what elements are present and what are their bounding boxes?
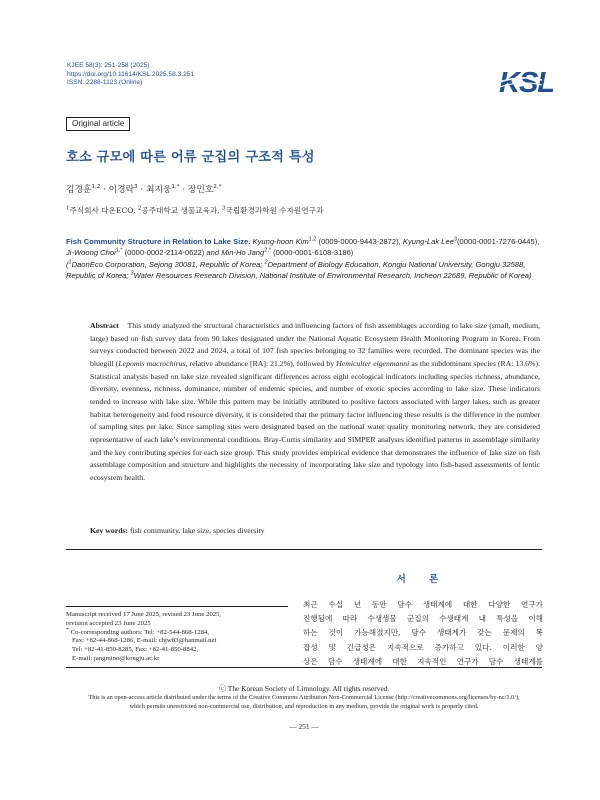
logo-text: KSL	[499, 67, 554, 99]
copyright: ⓒ The Korean Society of Limnology. All rights reserved.	[218, 684, 390, 693]
author-name: 장민호	[187, 185, 214, 195]
english-title: Fish Community Structure in Relation to Lake Size.	[66, 237, 251, 246]
english-affiliations: ($^1$DaonEco Corporation, Sejong 30081, Republic of Korea; $^2$Department of Biology Education, Kongju National University, Gongju 32588, Republic of Korea; $^3$Water Resources Research Division, National Institute of Environmental Research, Incheon 22689, Republic of Korea)	[66, 259, 532, 281]
section-heading: 서 론	[396, 574, 449, 585]
english-title-authors: Fish Community Structure in Relation to Lake Size. Kyung-hoon Kim$^{1,2}$ (0009-0000-9443-2872), Kyung-Lak Lee$^3$(0000-0001-7276-0445), Ji-Woong Choi$^{1,*}$ (0000-0002-2114-0622) and Min-Ho Jang$^{2,*}$ (0000-0001-6108-3186) ($^1$DaonEco Corporation, Sejong 30081, Republic of Korea; $^2$Department of Biology Education, Kongju National University, Gongju 32588, Republic of Korea; $^3$Water Resources Research Division, National Institute of Environmental Research, Incheon 22689, Republic of Korea)	[66, 236, 540, 281]
author-name: 최지웅	[146, 185, 172, 195]
korean-title: 호소 규모에 따른 어류 군집의 구조적 특성	[66, 150, 315, 165]
journal-citation: KJEE 58(3): 251-258 (2025)	[67, 62, 150, 69]
author-name: 이경락	[108, 185, 135, 195]
keywords-label: Key words:	[90, 526, 129, 535]
footnote-divider	[66, 606, 288, 607]
abstract: Abstract This study analyzed the structural characteristics and influencing factors of fish assemblages according to lake size (small, medium, large) based on fish survey data from 90 lakes designated under the National Aquatic Ecosystem Health Monitoring Program in Korea. From surveys conducted between 2022 and 2024, a total of 107 fish species belonging to 32 families were recorded. The dominant species was the bluegill (Lepomis macrochirus, relative abundance [RA]: 21.2%), followed by Hemiculter eigenmanni as the subdominant species (RA: 13.6%). Statistical analysis based on lake size revealed significant differences across eight ecological indicators including species richness, abundance, diversity, evenness, richness, dominance, number of endemic species, and number of exotic species according to lake size. These indicators tended to increase with lake size. While this pattern may be initially attributed to positive factors associated with larger lakes, such as greater habitat heterogeneity and food resource diversity, it is considered that the primary factor influencing these results is the difference in the number of sampling sites per lake. Since sampling sites were designated based on the national water quality monitoring network, they are considered representative of each lake’s environmental conditions. Bray-Curtis similarity and SIMPER analyses identified patterns in assemblage similarity and the key contributing species for each size group. This study provides empirical evidence that demonstrates the influence of lake size on fish assemblage composition and structure and highlights the necessity of incorporating lake size and typology into fish-based assessments of lentic ecosystem health.	[90, 321, 541, 482]
introduction-text: 최근 수십 년 동안 담수 생태계에 대한 다양한 연구가 진행됨에 따라 수생생물 군집의 수생태계 내 특성을 이해 하는 것이 가능해졌지만, 담수 생태계가 갖는 문제의 복 잡성 및 긴급성은 지속적으로 증가하고 있다. 이러한 양 상은 담수 생태계에 대한 지속적인 연구가 담수 생태계를	[303, 600, 543, 666]
article-type-badge: Original article	[66, 117, 130, 131]
manuscript-info: Manuscript received 17 June 2025, revised 23 June 2025, revision accepted 23 June 2025 * Co-corresponding authors: Tel: +82-544-868-1284, Fax: +82-44-868-1286, E-mail: chjw83@hanmail.net Tel: +82-41-850-8285, Fax: +82-41-850-8842, E-mail: jangmino@kongju.ac.kr	[66, 611, 222, 662]
divider	[66, 667, 542, 668]
doi-link[interactable]: https://doi.org/10.11614/KSL.2025.58.3.251	[67, 70, 195, 78]
ksl-logo	[498, 64, 554, 99]
korean-affiliations: $^1$주식회사 다온ECO, $^2$공주대학교 생물교육과, $^3$국립환경과학원 수자원연구과	[66, 205, 324, 215]
abstract-label: Abstract	[90, 321, 119, 330]
issn: ISSN: 2288-1123 (Online)	[67, 79, 143, 87]
divider	[66, 549, 542, 550]
korean-authors: 김경훈$^{1,2}$ · 이경락$^3$ · 최지웅$^{1,*}$ · 장민호$^{2,*}$	[66, 184, 222, 195]
license-notice: This is an open-access article distributed under the terms of the Creative Commons Attribution Non-Commercial License (http://creativecommons.org/licenses/by-nc/3.0/), which permits unrestricted non-commercial use, distribution, and reproduction in any medium, provide the original work is properly cited.	[88, 694, 520, 710]
page-number: — 251 —	[289, 722, 319, 731]
journal-header	[67, 62, 194, 88]
keywords: Key words: fish community, lake size, species diversity	[90, 526, 265, 535]
author-name: 김경훈	[66, 185, 92, 195]
